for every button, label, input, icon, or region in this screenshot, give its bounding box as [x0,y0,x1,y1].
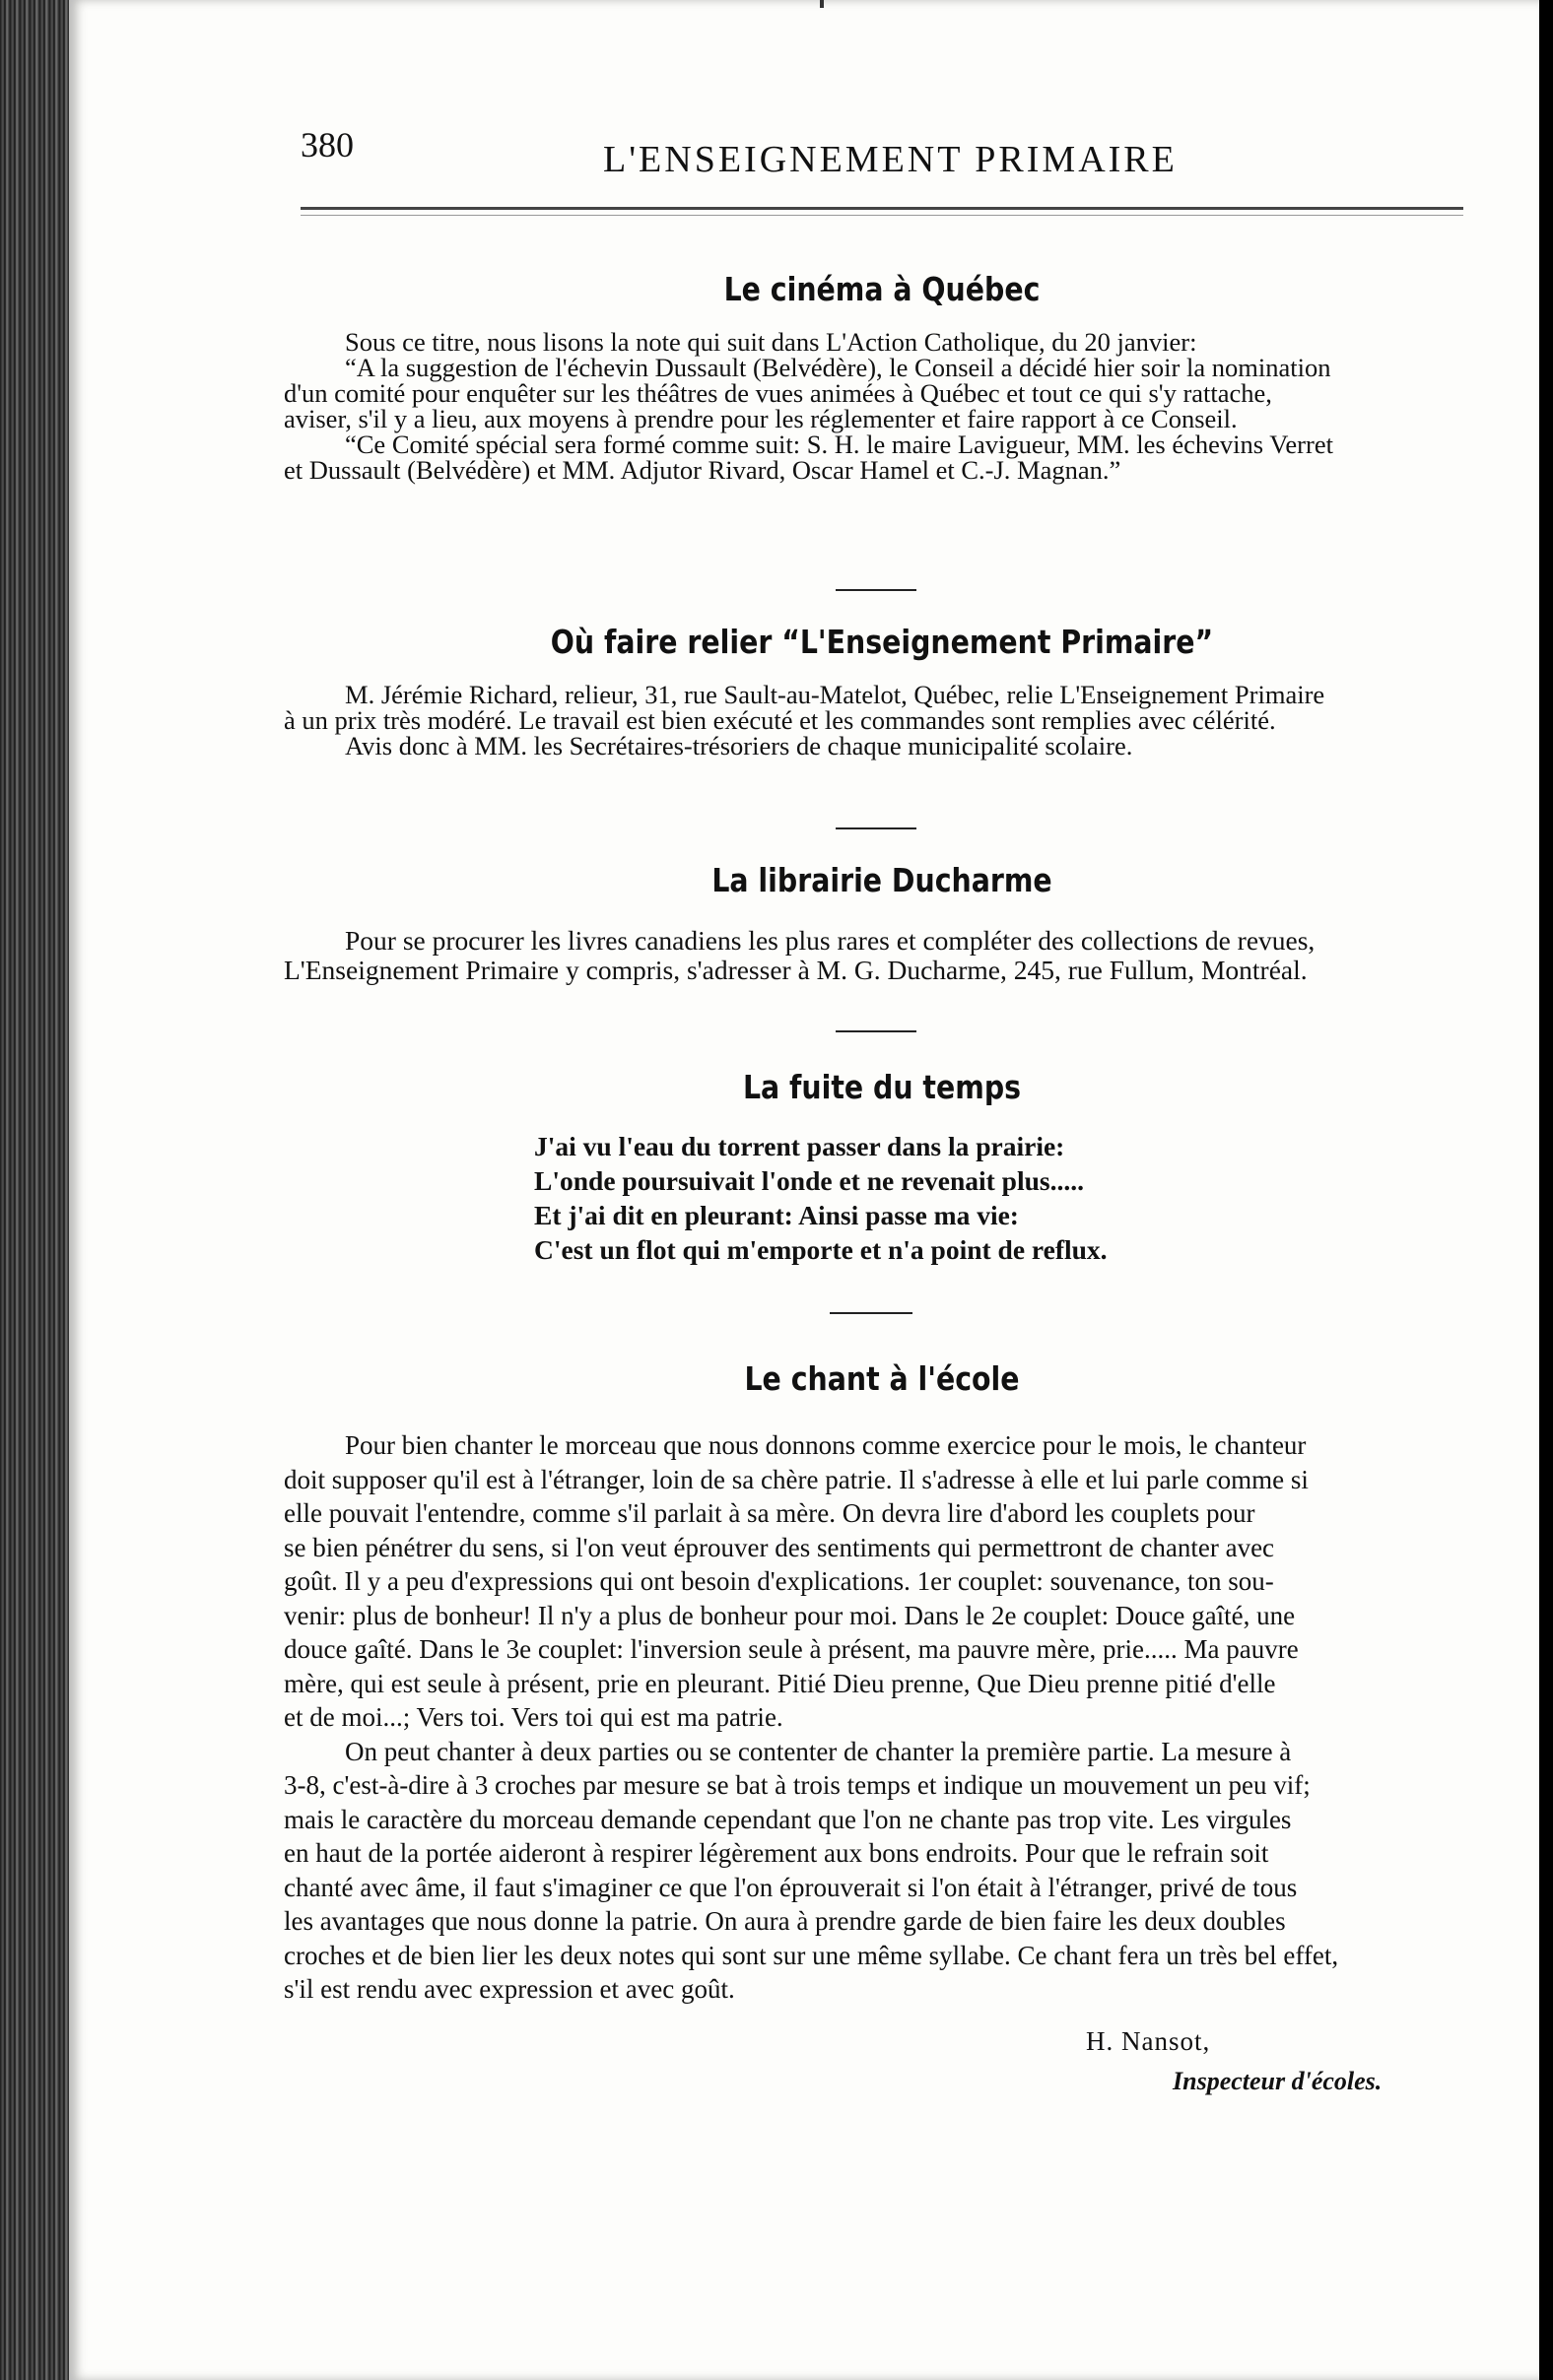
section-divider [836,1030,916,1032]
text-line: M. Jérémie Richard, relieur, 31, rue Sault-au-Matelot, Québec, relie L'Enseignement Primaire [345,680,1325,709]
book-binding-edge [0,0,71,2380]
text-line: à un prix très modéré. Le travail est bien exécuté et les commandes sont remplies avec célérité. [284,705,1276,735]
section-divider [836,827,916,829]
poem-line: J'ai vu l'eau du torrent passer dans la prairie: [534,1131,1065,1161]
section-title-fuite: La fuite du temps [742,1068,1022,1106]
section-body-librairie [284,926,1466,985]
text-line: et de moi...; Vers toi. Vers toi qui est ma patrie. [284,1702,783,1732]
text-line: se bien pénétrer du sens, si l'on veut éprouver des sentiments qui permettront de chanter avec [284,1532,1275,1562]
section-body-chant [284,1428,1466,2007]
header-rule-thin [301,215,1463,216]
text-line: d'un comité pour enquêter sur les théâtres de vues animées à Québec et tout ce qui s'y rattache, [284,378,1272,408]
ink-speck [820,0,824,8]
poem-line: Et j'ai dit en pleurant: Ainsi passe ma vie: [534,1200,1019,1230]
section-title-cinema: Le cinéma à Québec [723,270,1041,308]
text-line: les avantages que nous donne la patrie. On aura à prendre garde de bien faire les deux doubles [284,1906,1286,1936]
text-line: “A la suggestion de l'échevin Dussault (Belvédère), le Conseil a décidé hier soir la nomination [345,353,1331,382]
text-line: goût. Il y a peu d'expressions qui ont besoin d'explications. 1er couplet: souvenance, ton sou- [284,1566,1274,1596]
text-line: doit supposer qu'il est à l'étranger, loin de sa chère patrie. Il s'adresse à elle et lui parle comme si [284,1464,1309,1494]
text-line: douce gaîté. Dans le 3e couplet: l'inversion seule à présent, ma pauvre mère, prie..... Ma pauvre [284,1634,1299,1664]
section-title-librairie: La librairie Ducharme [711,861,1052,899]
section-divider [836,589,916,591]
text-line: mais le caractère du morceau demande cependant que l'on ne chante pas trop vite. Les virgules [284,1804,1292,1834]
page-number: 380 [301,125,354,165]
text-line: On peut chanter à deux parties ou se contenter de chanter la première partie. La mesure à [345,1736,1292,1766]
text-line: L'Enseignement Primaire y compris, s'adresser à M. G. Ducharme, 245, rue Fullum, Montréal. [284,955,1308,985]
text-line: Avis donc à MM. les Secrétaires-trésoriers de chaque municipalité scolaire. [345,731,1133,760]
page-edge-shadow [1539,0,1553,2380]
text-line: 3-8, c'est-à-dire à 3 croches par mesure se bat à trois temps et indique un mouvement un peu vif; [284,1770,1311,1800]
text-line: en haut de la portée aideront à respirer légèrement aux bons endroits. Pour que le refrain soit [284,1838,1269,1868]
section-body-reliure [284,682,1466,759]
text-line: “Ce Comité spécial sera formé comme suit: S. H. le maire Lavigueur, MM. les échevins Verret [345,430,1333,459]
text-line: aviser, s'il y a lieu, aux moyens à prendre pour les réglementer et faire rapport à ce Conseil. [284,404,1238,433]
section-title-reliure: Où faire relier “L'Enseignement Primaire” [550,623,1214,661]
section-divider [830,1312,912,1314]
poem-line: C'est un flot qui m'emporte et n'a point de reflux. [534,1234,1108,1265]
text-line: croches et de bien lier les deux notes qui sont sur une même syllabe. Ce chant fera un très bel effet, [284,1940,1339,1970]
signature-title: Inspecteur d'écoles. [1173,2067,1383,2095]
text-line: chanté avec âme, il faut s'imaginer ce que l'on éprouverait si l'on était à l'étranger, privé de tous [284,1872,1298,1902]
text-line: Pour se procurer les livres canadiens les plus rares et compléter des collections de revues, [345,925,1316,956]
text-line: mère, qui est seule à présent, prie en pleurant. Pitié Dieu prenne, Que Dieu prenne pitié d'elle [284,1668,1276,1698]
section-title-chant: Le chant à l'école [744,1359,1020,1398]
poem [534,1129,1108,1267]
poem-line: L'onde poursuivait l'onde et ne revenait plus..... [534,1165,1084,1196]
section-body-cinema [284,329,1466,483]
running-head: L'ENSEIGNEMENT PRIMAIRE [603,139,1178,180]
signature-name: H. Nansot, [1086,2026,1211,2056]
text-line: elle pouvait l'entendre, comme s'il parlait à sa mère. On devra lire d'abord les couplets pour [284,1498,1255,1528]
header-rule [301,207,1463,210]
text-line: Pour bien chanter le morceau que nous donnons comme exercice pour le mois, le chanteur [345,1430,1307,1460]
text-line: s'il est rendu avec expression et avec goût. [284,1974,735,2004]
text-line: Sous ce titre, nous lisons la note qui suit dans L'Action Catholique, du 20 janvier: [345,327,1197,357]
text-line: et Dussault (Belvédère) et MM. Adjutor Rivard, Oscar Hamel et C.-J. Magnan.” [284,455,1121,485]
text-line: venir: plus de bonheur! Il n'y a plus de bonheur pour moi. Dans le 2e couplet: Douce gaîté, une [284,1600,1296,1630]
